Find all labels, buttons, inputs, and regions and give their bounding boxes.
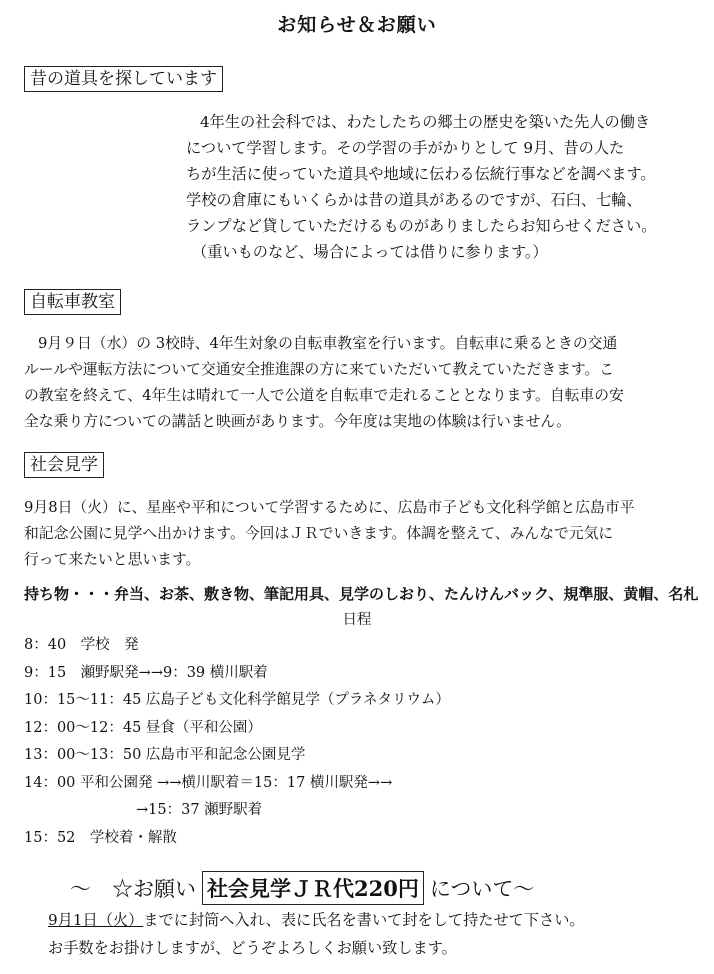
text-line: の教室を終えて、4年生は晴れて一人で公道を自転車で走れることとなります。自転車の安 <box>24 387 624 404</box>
text-line: 学校の倉庫にもいくらかは昔の道具があるのですが、石臼、七輪、 <box>186 191 642 209</box>
schedule-list <box>24 632 450 852</box>
schedule-heading: 日程 <box>342 612 372 628</box>
section-heading-field-trip: 社会見学 <box>24 452 104 478</box>
section-body-old-tools <box>186 109 656 265</box>
due-date: 9月1日（火） <box>48 911 144 929</box>
section-body-bicycle-class <box>24 331 624 435</box>
request-prefix: ～ ☆お願い <box>70 877 196 901</box>
text-line: 4年生の社会科では、わたしたちの郷土の歴史を築いた先人の働き <box>200 113 651 131</box>
request-suffix: について～ <box>429 877 535 901</box>
text-line: 全な乗り方についての講話と映画があります。今年度は実地の体験は行いません。 <box>24 413 571 430</box>
section-body-field-trip <box>24 495 634 573</box>
text-line: 和記念公園に見学へ出かけます。今回はＪＲでいきます。体調を整えて、みんなで元気に <box>24 525 614 542</box>
schedule-row: 14：00 平和公園発 →→横川駅着＝15：17 横川駅発→→ <box>24 774 393 791</box>
schedule-row: 8：40 学校 発 <box>24 637 139 653</box>
request-fare-box: 社会見学ＪＲ代220円 <box>202 871 424 905</box>
text-line: ルールや運転方法について交通安全推進課の方に来ていただいて教えていただきます。こ <box>24 361 615 378</box>
text-line: 9月8日（火）に、星座や平和について学習するために、広島市子ども文化科学館と広島市平 <box>24 499 635 516</box>
items-to-bring: 持ち物・・・弁当、お茶、敷き物、筆記用具、見学のしおり、たんけんバック、規準服、黄帽、名札 <box>24 585 699 603</box>
text-line: 行って来たいと思います。 <box>24 551 201 568</box>
footer-line: お手数をお掛けしますが、どうぞよろしくお願い致します。 <box>48 939 457 957</box>
request-details <box>48 906 585 962</box>
footer-line-rest: までに封筒へ入れ、表に氏名を書いて封をして持たせて下さい。 <box>143 911 585 929</box>
schedule-row: 15：52 学校着・解散 <box>24 829 177 846</box>
page-title: お知らせ＆お願い <box>277 14 437 36</box>
section-heading-bicycle-class: 自転車教室 <box>24 289 121 315</box>
text-line: について学習します。その学習の手がかりとして 9月、昔の人た <box>186 139 625 157</box>
text-line: ランプなど貸していただけるものがありましたらお知らせください。 <box>186 217 657 235</box>
schedule-row: 10：15～11：45 広島子ども文化科学館見学（プラネタリウム） <box>24 692 450 708</box>
text-line: （重いものなど、場合によっては借りに参ります。） <box>192 243 548 261</box>
request-banner <box>70 871 534 905</box>
schedule-row: 9：15 瀬野駅発→→9：39 横川駅着 <box>24 664 268 681</box>
footer-line <box>48 906 585 934</box>
schedule-row: 13：00～13：50 広島市平和記念公園見学 <box>24 747 306 763</box>
text-line: ちが生活に使っていた道具や地域に伝わる伝統行事などを調べます。 <box>186 165 656 183</box>
schedule-row: →15：37 瀬野駅着 <box>136 802 263 818</box>
section-heading-old-tools: 昔の道具を探しています <box>24 66 223 92</box>
text-line: 9月９日（水）の 3校時、4年生対象の自転車教室を行います。自転車に乗るときの交通 <box>38 335 618 352</box>
schedule-row: 12：00～12：45 昼食（平和公園） <box>24 719 262 736</box>
